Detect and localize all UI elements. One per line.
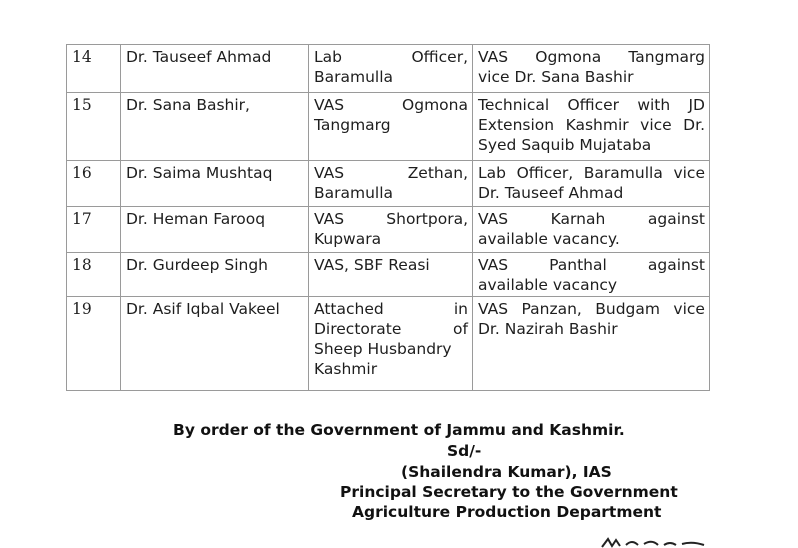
officer-name: Dr. Tauseef Ahmad — [121, 45, 309, 93]
table-row — [67, 253, 710, 297]
new-posting: Technical Officer with JD Extension Kashmir vice Dr. Syed Saquib Mujataba — [473, 93, 710, 161]
serial-number: 15 — [67, 93, 121, 161]
handwritten-mark-icon — [600, 536, 710, 548]
order-line: By order of the Government of Jammu and Kashmir. — [173, 421, 625, 439]
table-row — [67, 207, 710, 253]
officer-name: Dr. Gurdeep Singh — [121, 253, 309, 297]
new-posting: VAS Panthal against available vacancy — [473, 253, 710, 297]
department-name: Agriculture Production Department — [352, 503, 662, 521]
present-posting: VAS Zethan, Baramulla — [309, 161, 473, 207]
serial-number: 19 — [67, 297, 121, 391]
present-posting: VAS Ogmona Tangmarg — [309, 93, 473, 161]
present-posting: Lab Officer, Baramulla — [309, 45, 473, 93]
signatory-name: (Shailendra Kumar), IAS — [401, 463, 612, 481]
table-row — [67, 45, 710, 93]
serial-number: 17 — [67, 207, 121, 253]
transfer-table — [66, 44, 710, 391]
officer-name: Dr. Asif Iqbal Vakeel — [121, 297, 309, 391]
officer-name: Dr. Sana Bashir, — [121, 93, 309, 161]
serial-number: 16 — [67, 161, 121, 207]
new-posting: VAS Ogmona Tangmarg vice Dr. Sana Bashir — [473, 45, 710, 93]
present-posting: VAS, SBF Reasi — [309, 253, 473, 297]
serial-number: 18 — [67, 253, 121, 297]
present-posting: VAS Shortpora, Kupwara — [309, 207, 473, 253]
new-posting: VAS Panzan, Budgam vice Dr. Nazirah Bashir — [473, 297, 710, 391]
new-posting: Lab Officer, Baramulla vice Dr. Tauseef Ahmad — [473, 161, 710, 207]
serial-number: 14 — [67, 45, 121, 93]
table-row — [67, 161, 710, 207]
officer-name: Dr. Heman Farooq — [121, 207, 309, 253]
present-posting: Attached in Directorate of Sheep Husbandry Kashmir — [309, 297, 473, 391]
signatory-designation: Principal Secretary to the Government — [340, 483, 678, 501]
table-row — [67, 297, 710, 391]
table-row — [67, 93, 710, 161]
new-posting: VAS Karnah against available vacancy. — [473, 207, 710, 253]
officer-name: Dr. Saima Mushtaq — [121, 161, 309, 207]
sd-mark: Sd/- — [447, 442, 482, 460]
